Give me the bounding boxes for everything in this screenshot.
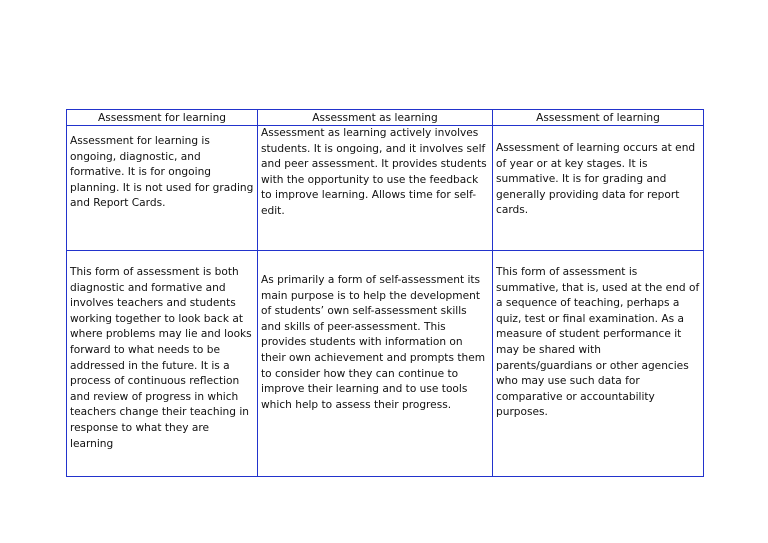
cell-as-learning-definition: Assessment as learning actively involves students. It is ongoing, and it involves self and peer assessment. It provides students with the opportunity to use the feedback to improve learning. Allows time for self-edit. xyxy=(258,126,493,251)
header-assessment-of-learning: Assessment of learning xyxy=(493,110,704,126)
table-header-row xyxy=(67,110,704,126)
header-assessment-as-learning: Assessment as learning xyxy=(258,110,493,126)
table-row xyxy=(67,126,704,251)
table-row xyxy=(67,251,704,477)
assessment-comparison-table xyxy=(66,109,704,477)
cell-of-learning-definition: Assessment of learning occurs at end of year or at key stages. It is summative. It is for grading and generally providing data for report cards. xyxy=(493,126,704,251)
cell-for-learning-description: This form of assessment is both diagnostic and formative and involves teachers and students working together to look back at where problems may lie and looks forward to what needs to be addressed in the future. It is a process of continuous reflection and review of progress in which teachers change their teaching in response to what they are learning xyxy=(67,251,258,477)
cell-of-learning-description: This form of assessment is summative, that is, used at the end of a sequence of teaching, perhaps a quiz, test or final examination. As a measure of student performance it may be shared with parents/guardians or other agencies who may use such data for comparative or accountability purposes. xyxy=(493,251,704,477)
header-assessment-for-learning: Assessment for learning xyxy=(67,110,258,126)
cell-as-learning-description: As primarily a form of self-assessment its main purpose is to help the development of students’ own self-assessment skills and skills of peer-assessment. This provides students with information on their own achievement and prompts them to consider how they can continue to improve their learning and to use tools which help to assess their progress. xyxy=(258,251,493,477)
cell-for-learning-definition: Assessment for learning is ongoing, diagnostic, and formative. It is for ongoing planning. It is not used for grading and Report Cards. xyxy=(67,126,258,251)
